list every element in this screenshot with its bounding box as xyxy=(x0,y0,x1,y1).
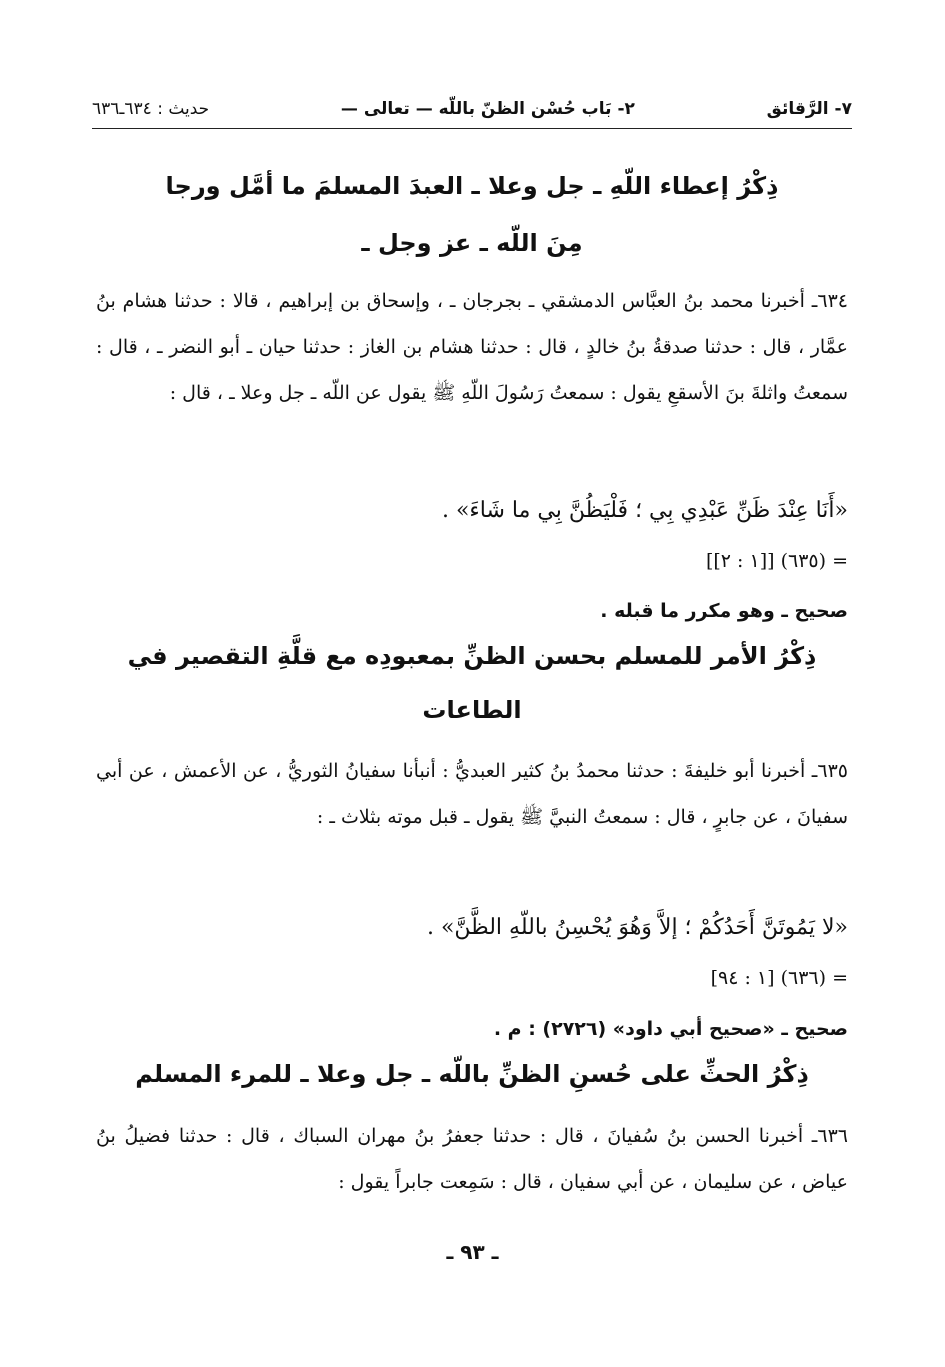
hadith-635-reference: = (٦٣٦) [١ : ٩٤] xyxy=(710,967,848,989)
section-heading-1b: مِنَ اللّه ـ عز وجل ـ xyxy=(361,229,583,257)
hadith-635-matn: «لا يَمُوتَنَّ أَحَدُكُمْ ؛ إلاَّ وَهُوَ يُحْسِنُ باللّهِ الظَّنَّ» . xyxy=(426,915,848,940)
hadith-634-isnad: ٦٣٤ـ أخبرنا محمد بنُ العبَّاس الدمشقي ـ بجرجان ـ ، وإسحاق بن إبراهيم ، قالا : حدثنا هشام بنُ عمَّار ، قال : حدثنا صدقةُ بنُ خالدٍ ، قال : حدثنا هشام بن الغاز : حدثنا حيان ـ أبو النضر ـ ، قال : سمعتُ واثلةَ بنَ الأسقعِ يقول : سمعتُ رَسُولَ اللّهِ ﷺ يقول عن اللّه ـ جل وعلا ـ ، قال : xyxy=(96,290,848,404)
section-heading-2a: ذِكْرُ الأمر للمسلم بحسن الظنِّ بمعبودِه مع قلَّةِ التقصير في xyxy=(127,642,817,670)
hadith-635-grade: صحيح ـ «صحيح أبي داود» (٢٧٢٦) : م . xyxy=(493,1018,848,1040)
bab-title: ٢- بَاب حُسْن الظنّ باللّه — تعالى — xyxy=(340,99,635,119)
hadith-634-reference: = (٦٣٥) [[١ : ٢]] xyxy=(705,550,848,572)
hadith-range: حديث : ٦٣٤ـ٦٣٦ xyxy=(92,99,210,119)
section-heading-1a: ذِكْرُ إعطاء اللّهِ ـ جل وعلا ـ العبدَ المسلمَ ما أمَّل ورجا xyxy=(165,172,779,200)
section-heading-3: ذِكْرُ الحثِّ على حُسنِ الظنِّ باللّه ـ جل وعلا ـ للمرء المسلم xyxy=(135,1060,809,1088)
running-header xyxy=(92,92,852,126)
chapter-title: ٧- الرَّقائق xyxy=(766,99,852,119)
section-heading-2b: الطاعات xyxy=(422,696,522,724)
hadith-636-isnad: ٦٣٦ـ أخبرنا الحسن بنُ سُفيانَ ، قال : حدثنا جعفرُ بنُ مهران السباك ، قال : حدثنا فضيلُ بنُ عياض ، عن سليمان ، عن أبي سفيان ، قال : سَمِعت جابراً يقول : xyxy=(96,1125,848,1193)
hadith-634-grade: صحيح ـ وهو مكرر ما قبله . xyxy=(600,600,848,622)
hadith-635-isnad: ٦٣٥ـ أخبرنا أبو خليفةَ : حدثنا محمدُ بنُ كثير العبديُّ : أنبأنا سفيانُ الثوريُّ ، عن الأعمش ، عن أبي سفيانَ ، عن جابرٍ ، قال : سمعتُ النبيَّ ﷺ يقول ـ قبل موته بثلاث ـ : xyxy=(96,760,848,828)
page-number: ـ ٩٣ ـ xyxy=(446,1240,499,1264)
hadith-634-matn: «أَنَا عِنْدَ ظَنِّ عَبْدِي بِي ؛ فَلْيَظُنَّ بِي ما شَاءَ» . xyxy=(441,498,848,523)
header-rule xyxy=(92,128,852,129)
